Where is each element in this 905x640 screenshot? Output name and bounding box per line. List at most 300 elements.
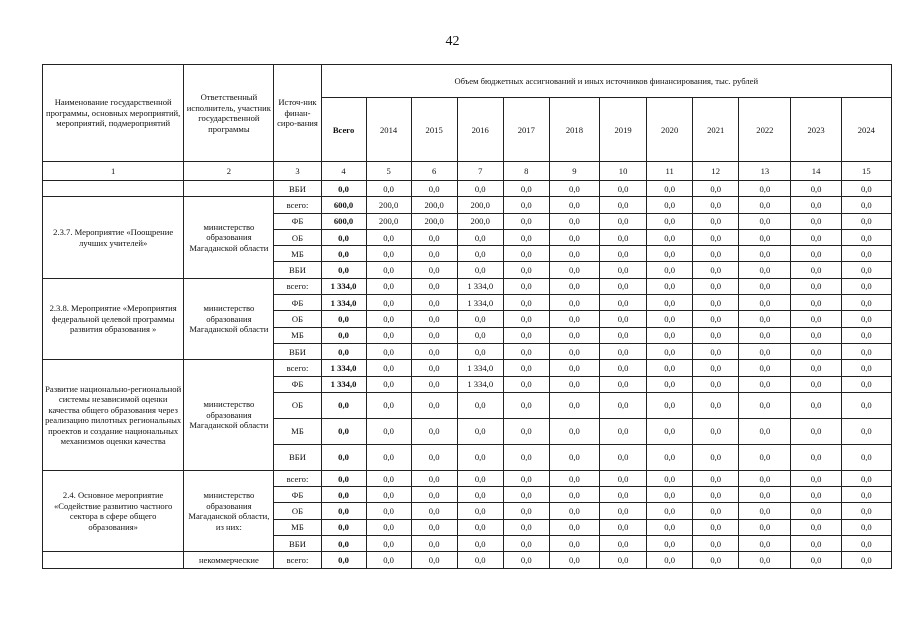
table-row <box>43 278 892 294</box>
value-cell: 0,0 <box>366 519 411 535</box>
value-cell: 0,0 <box>503 197 549 213</box>
value-cell: 0,0 <box>503 327 549 343</box>
value-cell: 0,0 <box>503 246 549 262</box>
column-number: 15 <box>841 162 891 181</box>
budget-table <box>42 64 892 569</box>
source-cell: ОБ <box>274 311 321 327</box>
value-cell: 0,0 <box>693 278 739 294</box>
header-year: 2014 <box>366 98 411 162</box>
table-row <box>43 181 892 197</box>
value-cell: 0,0 <box>647 229 693 245</box>
value-cell: 0,0 <box>791 470 841 486</box>
value-cell: 0,0 <box>366 552 411 568</box>
value-cell: 0,0 <box>791 418 841 444</box>
responsible-executor: министерство образования Магаданской области, из них: <box>184 470 274 551</box>
value-cell: 0,0 <box>647 278 693 294</box>
value-cell: 0,0 <box>647 360 693 376</box>
value-cell: 0,0 <box>503 519 549 535</box>
value-cell: 0,0 <box>739 444 791 470</box>
value-cell: 0,0 <box>503 418 549 444</box>
value-cell: 0,0 <box>739 470 791 486</box>
value-cell: 0,0 <box>600 311 647 327</box>
value-cell: 0,0 <box>549 311 599 327</box>
value-cell: 0,0 <box>647 487 693 503</box>
value-cell: 0,0 <box>739 213 791 229</box>
value-cell: 0,0 <box>841 418 891 444</box>
column-number: 4 <box>321 162 366 181</box>
value-cell: 0,0 <box>693 376 739 392</box>
column-number: 9 <box>549 162 599 181</box>
value-cell: 0,0 <box>457 262 503 278</box>
value-cell: 0,0 <box>791 487 841 503</box>
value-cell: 0,0 <box>841 487 891 503</box>
value-cell: 0,0 <box>411 519 457 535</box>
column-number: 2 <box>184 162 274 181</box>
value-cell: 0,0 <box>791 392 841 418</box>
value-cell: 0,0 <box>503 487 549 503</box>
value-cell: 0,0 <box>841 470 891 486</box>
value-cell: 0,0 <box>693 262 739 278</box>
value-cell: 0,0 <box>600 246 647 262</box>
value-cell: 0,0 <box>600 536 647 552</box>
value-cell: 0,0 <box>739 360 791 376</box>
responsible-empty <box>184 181 274 197</box>
value-cell: 0,0 <box>503 213 549 229</box>
value-cell: 0,0 <box>841 246 891 262</box>
header-year: 2015 <box>411 98 457 162</box>
value-cell: 0,0 <box>411 536 457 552</box>
value-cell: 0,0 <box>549 246 599 262</box>
value-cell: 0,0 <box>841 503 891 519</box>
value-cell: 0,0 <box>791 552 841 568</box>
value-cell: 1 334,0 <box>457 376 503 392</box>
value-cell: 0,0 <box>791 519 841 535</box>
value-cell: 0,0 <box>739 552 791 568</box>
header-year: 2017 <box>503 98 549 162</box>
value-cell: 0,0 <box>457 503 503 519</box>
header-name: Наименование государственной программы, основных мероприятий, мероприятий, подмероприятий <box>43 65 184 162</box>
value-cell: 0,0 <box>549 536 599 552</box>
value-cell: 0,0 <box>457 418 503 444</box>
value-cell: 0,0 <box>739 197 791 213</box>
total-cell: 0,0 <box>321 536 366 552</box>
value-cell: 200,0 <box>411 197 457 213</box>
value-cell: 0,0 <box>693 327 739 343</box>
name-empty <box>43 552 184 568</box>
value-cell: 0,0 <box>600 360 647 376</box>
value-cell: 0,0 <box>739 311 791 327</box>
value-cell: 0,0 <box>693 246 739 262</box>
total-cell: 0,0 <box>321 487 366 503</box>
total-cell: 0,0 <box>321 311 366 327</box>
value-cell: 0,0 <box>791 503 841 519</box>
value-cell: 0,0 <box>503 295 549 311</box>
value-cell: 0,0 <box>457 327 503 343</box>
value-cell: 0,0 <box>503 444 549 470</box>
total-cell: 0,0 <box>321 519 366 535</box>
value-cell: 0,0 <box>411 376 457 392</box>
value-cell: 0,0 <box>841 311 891 327</box>
value-cell: 0,0 <box>791 229 841 245</box>
total-cell: 1 334,0 <box>321 278 366 294</box>
value-cell: 0,0 <box>600 470 647 486</box>
column-number: 8 <box>503 162 549 181</box>
value-cell: 0,0 <box>791 360 841 376</box>
value-cell: 0,0 <box>600 444 647 470</box>
value-cell: 0,0 <box>791 311 841 327</box>
value-cell: 0,0 <box>791 278 841 294</box>
value-cell: 0,0 <box>366 487 411 503</box>
value-cell: 0,0 <box>503 278 549 294</box>
value-cell: 0,0 <box>693 360 739 376</box>
table-row <box>43 197 892 213</box>
column-number: 6 <box>411 162 457 181</box>
value-cell: 0,0 <box>693 503 739 519</box>
header-row <box>43 65 892 98</box>
value-cell: 0,0 <box>693 295 739 311</box>
source-cell: ВБИ <box>274 181 321 197</box>
total-cell: 0,0 <box>321 503 366 519</box>
value-cell: 0,0 <box>647 519 693 535</box>
value-cell: 0,0 <box>600 519 647 535</box>
source-cell: МБ <box>274 418 321 444</box>
total-cell: 0,0 <box>321 229 366 245</box>
value-cell: 0,0 <box>411 181 457 197</box>
value-cell: 0,0 <box>600 487 647 503</box>
value-cell: 0,0 <box>647 262 693 278</box>
total-cell: 1 334,0 <box>321 376 366 392</box>
value-cell: 0,0 <box>791 197 841 213</box>
value-cell: 0,0 <box>841 181 891 197</box>
value-cell: 0,0 <box>739 392 791 418</box>
value-cell: 0,0 <box>739 376 791 392</box>
value-cell: 0,0 <box>693 181 739 197</box>
value-cell: 0,0 <box>600 327 647 343</box>
value-cell: 0,0 <box>457 246 503 262</box>
value-cell: 0,0 <box>457 536 503 552</box>
value-cell: 0,0 <box>411 444 457 470</box>
value-cell: 0,0 <box>503 376 549 392</box>
header-year: 2023 <box>791 98 841 162</box>
table-body <box>43 162 892 569</box>
value-cell: 0,0 <box>549 444 599 470</box>
value-cell: 0,0 <box>457 311 503 327</box>
header-year: 2019 <box>600 98 647 162</box>
source-cell: ОБ <box>274 503 321 519</box>
value-cell: 0,0 <box>739 536 791 552</box>
value-cell: 0,0 <box>457 392 503 418</box>
value-cell: 0,0 <box>411 246 457 262</box>
total-cell: 1 334,0 <box>321 360 366 376</box>
value-cell: 0,0 <box>693 552 739 568</box>
value-cell: 0,0 <box>791 536 841 552</box>
value-cell: 0,0 <box>549 418 599 444</box>
item-name: 2.3.7. Мероприятие «Поощрение лучших учителей» <box>43 197 184 278</box>
header-year: 2018 <box>549 98 599 162</box>
value-cell: 0,0 <box>366 503 411 519</box>
value-cell: 0,0 <box>457 470 503 486</box>
value-cell: 0,0 <box>791 295 841 311</box>
item-name: 2.3.8. Мероприятие «Мероприятия федеральной целевой программы развития образования » <box>43 278 184 359</box>
total-cell: 0,0 <box>321 444 366 470</box>
value-cell: 0,0 <box>841 327 891 343</box>
column-number: 3 <box>274 162 321 181</box>
value-cell: 0,0 <box>693 487 739 503</box>
header-year: 2020 <box>647 98 693 162</box>
value-cell: 0,0 <box>841 278 891 294</box>
header-total: Всего <box>321 98 366 162</box>
value-cell: 0,0 <box>841 444 891 470</box>
value-cell: 0,0 <box>411 343 457 359</box>
value-cell: 0,0 <box>647 444 693 470</box>
value-cell: 0,0 <box>647 327 693 343</box>
value-cell: 0,0 <box>791 343 841 359</box>
value-cell: 0,0 <box>600 197 647 213</box>
source-cell: МБ <box>274 327 321 343</box>
value-cell: 0,0 <box>549 278 599 294</box>
value-cell: 0,0 <box>600 418 647 444</box>
value-cell: 0,0 <box>600 229 647 245</box>
value-cell: 0,0 <box>411 295 457 311</box>
value-cell: 0,0 <box>600 278 647 294</box>
value-cell: 0,0 <box>411 360 457 376</box>
value-cell: 0,0 <box>600 181 647 197</box>
value-cell: 0,0 <box>549 552 599 568</box>
column-number-row <box>43 162 892 181</box>
responsible-executor: некоммерческие <box>184 552 274 568</box>
value-cell: 0,0 <box>841 360 891 376</box>
column-number: 1 <box>43 162 184 181</box>
table-row <box>43 470 892 486</box>
value-cell: 0,0 <box>411 229 457 245</box>
responsible-executor: министерство образования Магаданской области <box>184 278 274 359</box>
value-cell: 0,0 <box>549 519 599 535</box>
value-cell: 0,0 <box>647 536 693 552</box>
column-number: 13 <box>739 162 791 181</box>
total-cell: 0,0 <box>321 327 366 343</box>
value-cell: 0,0 <box>791 213 841 229</box>
column-number: 7 <box>457 162 503 181</box>
value-cell: 0,0 <box>693 311 739 327</box>
column-number: 10 <box>600 162 647 181</box>
value-cell: 0,0 <box>549 360 599 376</box>
value-cell: 0,0 <box>366 470 411 486</box>
value-cell: 0,0 <box>411 552 457 568</box>
value-cell: 0,0 <box>841 262 891 278</box>
value-cell: 0,0 <box>411 470 457 486</box>
value-cell: 0,0 <box>647 246 693 262</box>
value-cell: 0,0 <box>366 392 411 418</box>
total-cell: 0,0 <box>321 470 366 486</box>
header-year: 2024 <box>841 98 891 162</box>
value-cell: 0,0 <box>503 181 549 197</box>
value-cell: 0,0 <box>739 181 791 197</box>
responsible-executor: министерство образования Магаданской области <box>184 360 274 471</box>
source-cell: ОБ <box>274 392 321 418</box>
table-row <box>43 552 892 568</box>
value-cell: 0,0 <box>549 295 599 311</box>
value-cell: 0,0 <box>549 376 599 392</box>
value-cell: 0,0 <box>841 213 891 229</box>
value-cell: 0,0 <box>366 343 411 359</box>
value-cell: 0,0 <box>791 246 841 262</box>
value-cell: 0,0 <box>647 197 693 213</box>
value-cell: 0,0 <box>791 181 841 197</box>
value-cell: 0,0 <box>647 503 693 519</box>
total-cell: 0,0 <box>321 246 366 262</box>
value-cell: 0,0 <box>411 487 457 503</box>
value-cell: 0,0 <box>503 552 549 568</box>
source-cell: всего: <box>274 552 321 568</box>
value-cell: 0,0 <box>366 327 411 343</box>
value-cell: 0,0 <box>457 181 503 197</box>
value-cell: 0,0 <box>739 246 791 262</box>
header-year: 2022 <box>739 98 791 162</box>
value-cell: 0,0 <box>647 295 693 311</box>
source-cell: ФБ <box>274 487 321 503</box>
value-cell: 0,0 <box>366 360 411 376</box>
source-cell: МБ <box>274 246 321 262</box>
value-cell: 0,0 <box>457 487 503 503</box>
source-cell: всего: <box>274 197 321 213</box>
value-cell: 0,0 <box>600 343 647 359</box>
value-cell: 0,0 <box>841 197 891 213</box>
value-cell: 0,0 <box>503 503 549 519</box>
value-cell: 200,0 <box>411 213 457 229</box>
value-cell: 0,0 <box>366 536 411 552</box>
item-name: 2.4. Основное мероприятие «Содействие развитию частного сектора в сфере общего образования» <box>43 470 184 551</box>
total-cell: 0,0 <box>321 418 366 444</box>
value-cell: 0,0 <box>600 552 647 568</box>
value-cell: 0,0 <box>411 392 457 418</box>
value-cell: 0,0 <box>600 262 647 278</box>
value-cell: 0,0 <box>791 262 841 278</box>
table-row <box>43 360 892 376</box>
value-cell: 0,0 <box>841 343 891 359</box>
value-cell: 200,0 <box>366 213 411 229</box>
value-cell: 0,0 <box>503 392 549 418</box>
value-cell: 0,0 <box>549 213 599 229</box>
value-cell: 0,0 <box>503 470 549 486</box>
source-cell: ОБ <box>274 229 321 245</box>
total-cell: 1 334,0 <box>321 295 366 311</box>
value-cell: 0,0 <box>739 229 791 245</box>
value-cell: 0,0 <box>503 229 549 245</box>
source-cell: ВБИ <box>274 343 321 359</box>
value-cell: 0,0 <box>841 295 891 311</box>
value-cell: 0,0 <box>549 392 599 418</box>
value-cell: 0,0 <box>549 327 599 343</box>
value-cell: 0,0 <box>366 295 411 311</box>
value-cell: 0,0 <box>549 181 599 197</box>
value-cell: 0,0 <box>549 343 599 359</box>
value-cell: 0,0 <box>366 246 411 262</box>
source-cell: ФБ <box>274 376 321 392</box>
value-cell: 0,0 <box>366 376 411 392</box>
page-number: 42 <box>445 34 460 49</box>
value-cell: 0,0 <box>841 552 891 568</box>
source-cell: всего: <box>274 360 321 376</box>
column-number: 5 <box>366 162 411 181</box>
value-cell: 0,0 <box>693 392 739 418</box>
value-cell: 0,0 <box>693 229 739 245</box>
total-cell: 0,0 <box>321 343 366 359</box>
value-cell: 0,0 <box>600 503 647 519</box>
value-cell: 0,0 <box>739 519 791 535</box>
value-cell: 0,0 <box>647 311 693 327</box>
value-cell: 0,0 <box>693 444 739 470</box>
source-cell: всего: <box>274 470 321 486</box>
source-cell: МБ <box>274 519 321 535</box>
item-name: Развитие национально-региональной системы независимой оценки качества общего образования через реализацию пилотных региональных проектов и создание национальных механизмов оценки качества <box>43 360 184 471</box>
header-responsible: Ответственный исполнитель, участник государственной программы <box>184 65 274 162</box>
value-cell: 0,0 <box>693 213 739 229</box>
header-year: 2021 <box>693 98 739 162</box>
value-cell: 0,0 <box>693 418 739 444</box>
value-cell: 0,0 <box>791 444 841 470</box>
value-cell: 0,0 <box>366 444 411 470</box>
source-cell: всего: <box>274 278 321 294</box>
value-cell: 0,0 <box>739 503 791 519</box>
value-cell: 0,0 <box>841 519 891 535</box>
column-number: 11 <box>647 162 693 181</box>
value-cell: 0,0 <box>739 487 791 503</box>
value-cell: 0,0 <box>600 213 647 229</box>
value-cell: 0,0 <box>647 418 693 444</box>
value-cell: 0,0 <box>411 278 457 294</box>
source-cell: ВБИ <box>274 536 321 552</box>
column-number: 12 <box>693 162 739 181</box>
value-cell: 0,0 <box>503 343 549 359</box>
column-number: 14 <box>791 162 841 181</box>
value-cell: 0,0 <box>503 311 549 327</box>
value-cell: 0,0 <box>693 536 739 552</box>
value-cell: 0,0 <box>366 229 411 245</box>
value-cell: 200,0 <box>457 197 503 213</box>
value-cell: 0,0 <box>739 262 791 278</box>
value-cell: 0,0 <box>457 343 503 359</box>
total-cell: 600,0 <box>321 197 366 213</box>
value-cell: 0,0 <box>549 229 599 245</box>
value-cell: 0,0 <box>600 295 647 311</box>
header-volume: Объем бюджетных ассигнований и иных источников финансирования, тыс. рублей <box>321 65 891 98</box>
source-cell: ВБИ <box>274 262 321 278</box>
value-cell: 0,0 <box>739 278 791 294</box>
value-cell: 0,0 <box>549 487 599 503</box>
value-cell: 200,0 <box>457 213 503 229</box>
value-cell: 0,0 <box>366 278 411 294</box>
value-cell: 0,0 <box>411 327 457 343</box>
value-cell: 0,0 <box>366 262 411 278</box>
value-cell: 0,0 <box>503 262 549 278</box>
value-cell: 0,0 <box>841 536 891 552</box>
value-cell: 0,0 <box>366 181 411 197</box>
value-cell: 0,0 <box>647 552 693 568</box>
value-cell: 0,0 <box>647 470 693 486</box>
value-cell: 0,0 <box>791 327 841 343</box>
value-cell: 0,0 <box>693 470 739 486</box>
value-cell: 1 334,0 <box>457 278 503 294</box>
value-cell: 0,0 <box>549 470 599 486</box>
value-cell: 0,0 <box>739 295 791 311</box>
source-cell: ФБ <box>274 213 321 229</box>
value-cell: 0,0 <box>549 197 599 213</box>
source-cell: ФБ <box>274 295 321 311</box>
value-cell: 0,0 <box>693 519 739 535</box>
value-cell: 0,0 <box>457 229 503 245</box>
value-cell: 0,0 <box>411 503 457 519</box>
total-cell: 600,0 <box>321 213 366 229</box>
